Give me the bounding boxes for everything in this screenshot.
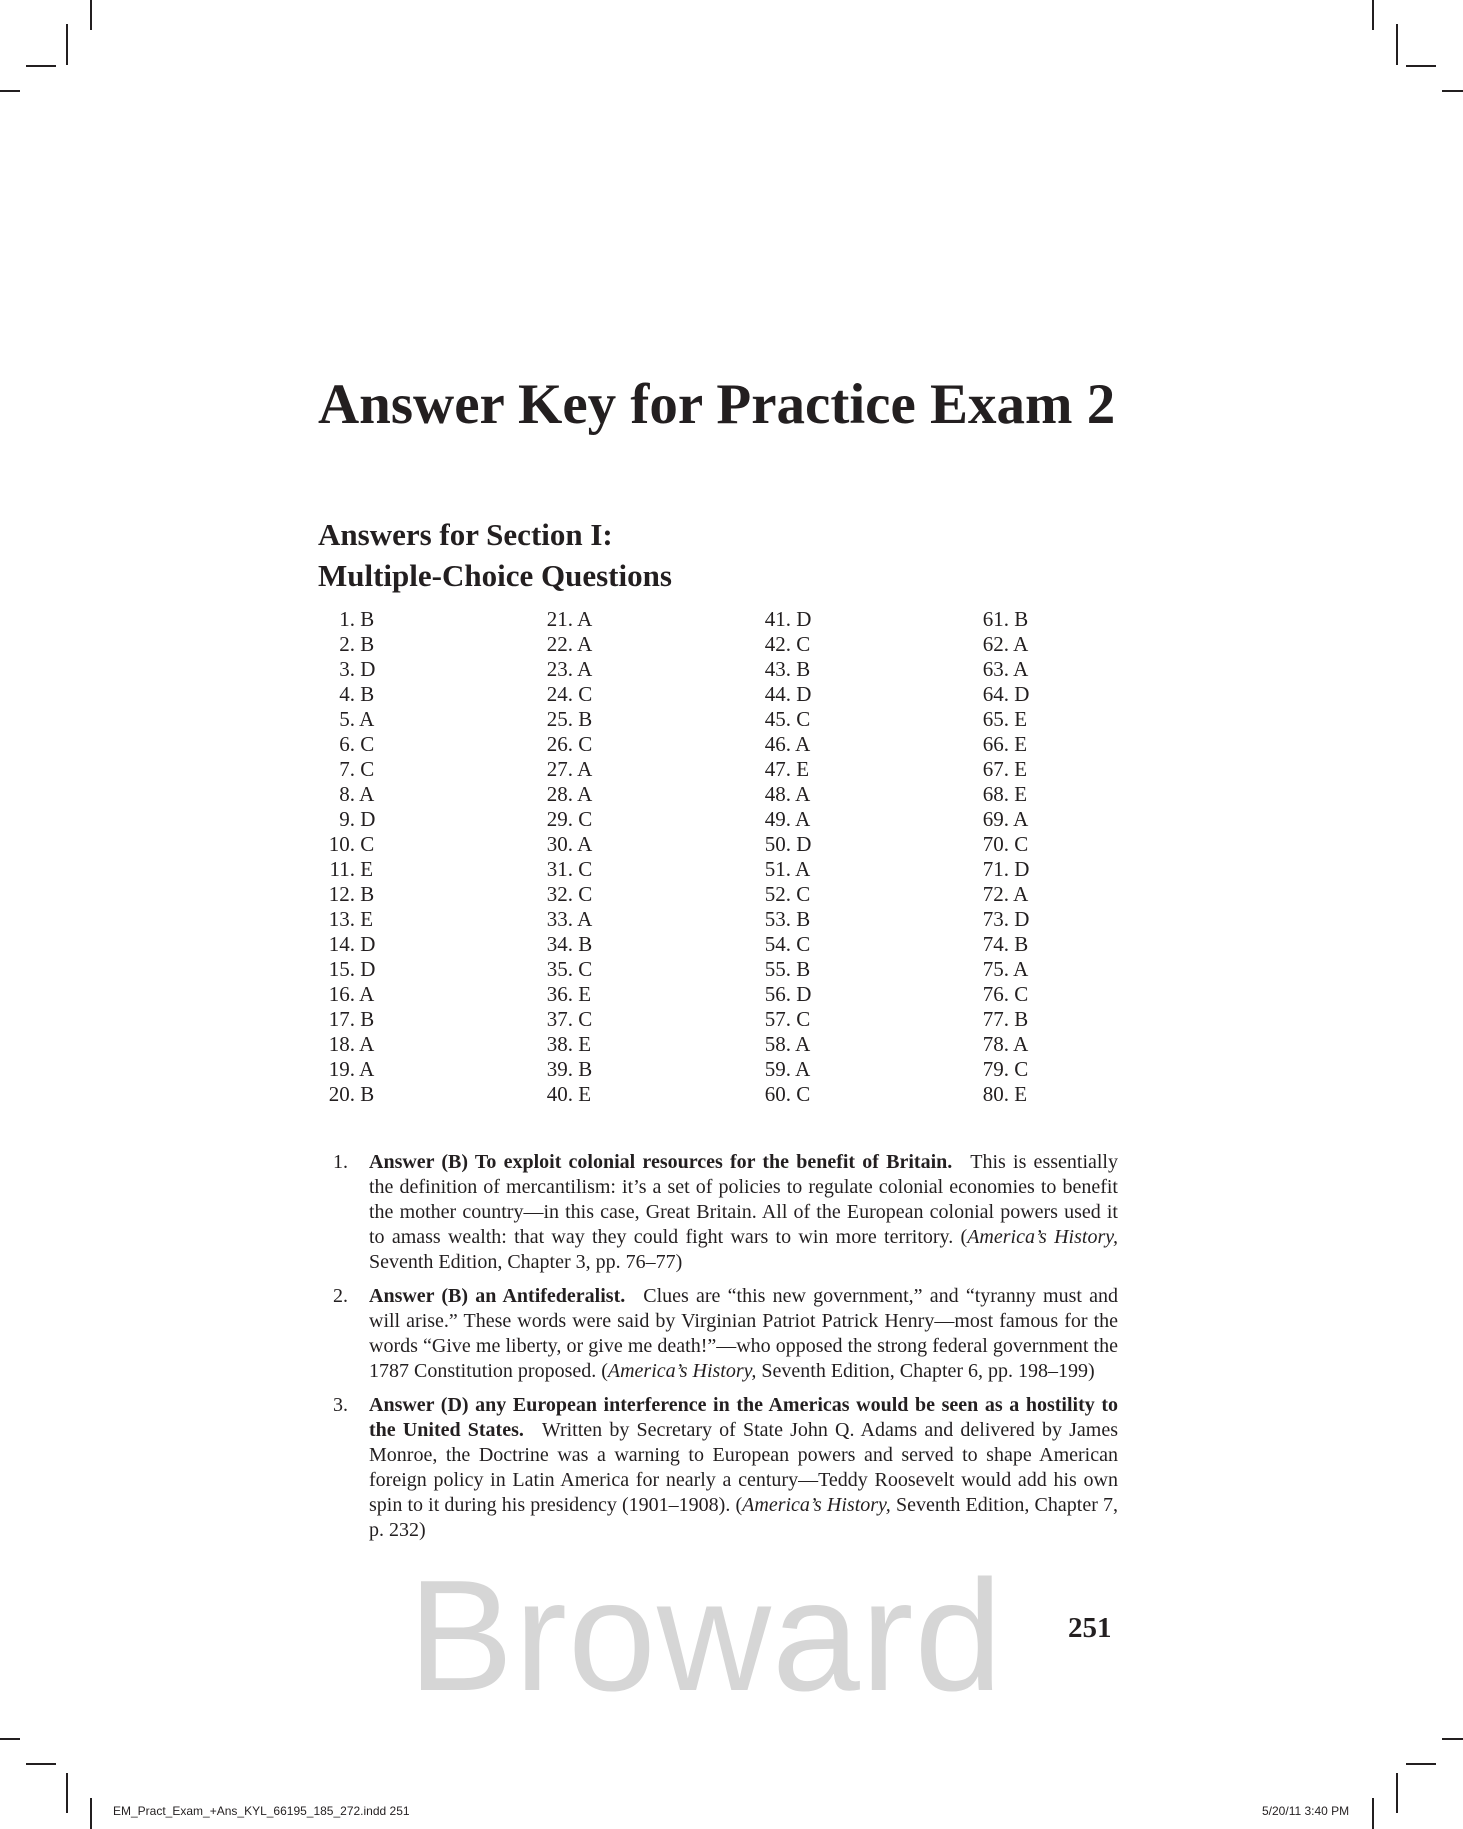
answer-item: [972, 957, 1029, 982]
answer-item: [972, 882, 1029, 907]
crop-mark: [1372, 0, 1374, 30]
crop-mark: [1372, 1798, 1374, 1829]
answer-letter: E: [1014, 782, 1028, 806]
answer-column: [318, 607, 375, 1107]
answer-number: 13.: [328, 907, 355, 931]
answer-letter: B: [796, 907, 811, 931]
answer-letter: C: [578, 732, 593, 756]
answer-letter: A: [1013, 807, 1029, 831]
answer-item: [972, 807, 1029, 832]
answer-letter: B: [360, 1082, 375, 1106]
answer-number: 54.: [764, 932, 791, 956]
answer-item: [972, 782, 1029, 807]
answer-letter: D: [360, 957, 376, 981]
answer-number: 68.: [982, 782, 1009, 806]
answer-grid: [318, 607, 1128, 1107]
answer-item: [754, 1057, 811, 1082]
answer-item: [536, 1082, 592, 1107]
answer-number: 36.: [546, 982, 573, 1006]
crop-mark: [66, 1773, 68, 1813]
answer-number: 61.: [982, 607, 1009, 631]
answer-item: [536, 857, 592, 882]
answer-letter: D: [1014, 857, 1030, 881]
answer-number: 26.: [546, 732, 573, 756]
answer-number: 19.: [328, 1057, 355, 1081]
answer-item: [318, 1007, 375, 1032]
answer-item: [754, 932, 811, 957]
answer-item: [972, 907, 1029, 932]
answer-item: [754, 857, 811, 882]
explanation-answer: Answer (D) any European interference in the Americas would be seen as a hostility to the United States.: [369, 1394, 1118, 1441]
answer-letter: C: [578, 857, 593, 881]
answer-item: [536, 782, 592, 807]
answer-number: 71.: [982, 857, 1009, 881]
crop-mark: [1406, 1763, 1436, 1765]
answer-letter: B: [360, 632, 375, 656]
answer-letter: C: [796, 707, 811, 731]
answer-letter: C: [796, 632, 811, 656]
answer-item: [754, 1032, 811, 1057]
answer-letter: A: [795, 1057, 811, 1081]
answer-number: 57.: [764, 1007, 791, 1031]
explanation-citation-title: America’s History,: [607, 1360, 757, 1382]
answer-letter: A: [1013, 882, 1029, 906]
answer-item: [536, 732, 592, 757]
answer-number: 1.: [339, 607, 355, 631]
watermark: Broward: [408, 1548, 1004, 1724]
answer-number: 42.: [764, 632, 791, 656]
answer-letter: A: [577, 832, 593, 856]
answer-item: [972, 632, 1029, 657]
answer-number: 56.: [764, 982, 791, 1006]
answer-column: [754, 607, 811, 1107]
answer-number: 64.: [982, 682, 1009, 706]
answer-number: 32.: [546, 882, 573, 906]
answer-item: [754, 707, 811, 732]
answer-letter: C: [1014, 832, 1029, 856]
answer-letter: A: [1013, 957, 1029, 981]
answer-number: 6.: [339, 732, 355, 756]
answer-item: [318, 957, 375, 982]
answer-number: 3.: [339, 657, 355, 681]
answer-letter: A: [359, 782, 375, 806]
explanation-citation-title: America’s History,: [967, 1226, 1118, 1248]
answer-letter: E: [1014, 732, 1028, 756]
answer-letter: B: [578, 1057, 593, 1081]
answer-letter: B: [360, 607, 375, 631]
answer-item: [318, 632, 375, 657]
answer-letter: C: [578, 957, 593, 981]
answer-letter: C: [1014, 1057, 1029, 1081]
answer-number: 51.: [764, 857, 791, 881]
answer-item: [536, 932, 592, 957]
answer-number: 40.: [546, 1082, 573, 1106]
answer-number: 47.: [764, 757, 791, 781]
answer-item: [318, 932, 375, 957]
answer-item: [754, 832, 811, 857]
answer-letter: D: [360, 807, 376, 831]
answer-number: 39.: [546, 1057, 573, 1081]
crop-mark: [90, 1798, 92, 1829]
answer-letter: D: [796, 607, 812, 631]
crop-mark: [26, 65, 56, 67]
answer-item: [536, 1007, 592, 1032]
explanation-answer: Answer (B) To exploit colonial resources for the benefit of Britain.: [369, 1151, 953, 1173]
answer-number: 35.: [546, 957, 573, 981]
answer-number: 43.: [764, 657, 791, 681]
crop-mark: [66, 24, 68, 65]
crop-mark: [1442, 90, 1463, 92]
explanation-citation: Seventh Edition, Chapter 6, pp. 198–199): [756, 1360, 1095, 1382]
answer-item: [972, 1057, 1029, 1082]
answer-letter: E: [578, 982, 592, 1006]
answer-item: [754, 632, 811, 657]
answer-item: [754, 907, 811, 932]
answer-item: [754, 607, 811, 632]
answer-number: 70.: [982, 832, 1009, 856]
explanation-body: Written by Secretary of State John Q. Adams and delivered by James Monroe, the Doctrine was a warning to European powers and served to shape American foreign policy in Latin America for nearly a century—Teddy Roosevelt would add his own spin to it during his presidency (1901–1908). (: [369, 1419, 1119, 1516]
answer-letter: C: [796, 882, 811, 906]
answer-item: [972, 857, 1029, 882]
answer-item: [972, 682, 1029, 707]
explanation-number: 3.: [333, 1394, 348, 1416]
answer-letter: B: [360, 1007, 375, 1031]
answer-item: [536, 682, 592, 707]
answer-letter: A: [1013, 1032, 1029, 1056]
answer-letter: B: [1014, 607, 1029, 631]
section-heading-line-1: Answers for Section I:: [318, 517, 613, 552]
answer-letter: C: [360, 732, 375, 756]
answer-number: 20.: [328, 1082, 355, 1106]
answer-number: 45.: [764, 707, 791, 731]
answer-number: 73.: [982, 907, 1009, 931]
answer-letter: C: [578, 807, 593, 831]
answer-letter: C: [578, 1007, 593, 1031]
answer-letter: A: [577, 907, 593, 931]
answer-item: [318, 1082, 375, 1107]
answer-letter: A: [359, 707, 375, 731]
answer-letter: B: [1014, 1007, 1029, 1031]
answer-number: 15.: [328, 957, 355, 981]
answer-item: [754, 882, 811, 907]
answer-number: 25.: [546, 707, 573, 731]
answer-item: [536, 807, 592, 832]
page-number: 251: [1068, 1612, 1112, 1644]
answer-item: [536, 882, 592, 907]
answer-number: 52.: [764, 882, 791, 906]
answer-letter: B: [1014, 932, 1029, 956]
answer-item: [536, 657, 592, 682]
answer-letter: A: [577, 657, 593, 681]
answer-item: [318, 732, 375, 757]
explanations-list: [318, 1150, 1118, 1552]
explanation-item: [318, 1393, 1118, 1543]
answer-number: 75.: [982, 957, 1009, 981]
answer-number: 14.: [328, 932, 355, 956]
answer-number: 33.: [546, 907, 573, 931]
answer-item: [972, 732, 1029, 757]
answer-number: 5.: [339, 707, 355, 731]
answer-item: [318, 1032, 375, 1057]
answer-number: 74.: [982, 932, 1009, 956]
answer-item: [318, 982, 375, 1007]
answer-number: 34.: [546, 932, 573, 956]
answer-number: 2.: [339, 632, 355, 656]
answer-number: 72.: [982, 882, 1009, 906]
answer-item: [754, 1007, 811, 1032]
answer-letter: A: [795, 807, 811, 831]
explanation-body: This is essentially the definition of mercantilism: it’s a set of policies to regulate colonial economies to benefit the mother country—in this case, Great Britain. All of the European colonial powers used it to amass wealth: that way they could fight wars to win more territory. (: [369, 1151, 1118, 1248]
crop-mark: [1396, 24, 1398, 65]
answer-item: [754, 807, 811, 832]
answer-number: 38.: [546, 1032, 573, 1056]
answer-letter: B: [796, 657, 811, 681]
explanation-body: Clues are “this new government,” and “tyranny must and will arise.” These words were said by Virginian Patriot Patrick Henry—most famous for the words “Give me liberty, or give me death!”—who opposed the strong federal government the 1787 Constitution proposed. (: [369, 1285, 1118, 1382]
answer-number: 24.: [546, 682, 573, 706]
answer-letter: B: [578, 932, 593, 956]
answer-number: 41.: [764, 607, 791, 631]
crop-mark: [1406, 65, 1436, 67]
answer-letter: D: [1014, 907, 1030, 931]
page-title: Answer Key for Practice Exam 2: [318, 373, 1116, 436]
answer-letter: E: [360, 907, 374, 931]
answer-letter: C: [796, 1082, 811, 1106]
answer-number: 67.: [982, 757, 1009, 781]
answer-letter: E: [578, 1032, 592, 1056]
answer-number: 18.: [328, 1032, 355, 1056]
answer-number: 80.: [982, 1082, 1009, 1106]
answer-item: [754, 757, 811, 782]
answer-item: [972, 932, 1029, 957]
answer-letter: A: [577, 607, 593, 631]
answer-number: 37.: [546, 1007, 573, 1031]
answer-number: 49.: [764, 807, 791, 831]
answer-letter: C: [796, 932, 811, 956]
answer-item: [754, 982, 811, 1007]
answer-number: 4.: [339, 682, 355, 706]
answer-item: [754, 732, 811, 757]
answer-letter: B: [578, 707, 593, 731]
answer-item: [536, 707, 592, 732]
answer-letter: E: [360, 857, 374, 881]
explanation-citation-title: America’s History,: [742, 1494, 891, 1516]
section-heading: [318, 514, 672, 596]
answer-item: [972, 607, 1029, 632]
answer-number: 16.: [328, 982, 355, 1006]
crop-mark: [90, 0, 92, 30]
answer-number: 66.: [982, 732, 1009, 756]
answer-item: [972, 1032, 1029, 1057]
answer-item: [536, 607, 592, 632]
answer-letter: A: [795, 732, 811, 756]
answer-letter: B: [360, 682, 375, 706]
answer-item: [318, 1057, 375, 1082]
answer-number: 30.: [546, 832, 573, 856]
answer-number: 59.: [764, 1057, 791, 1081]
answer-letter: D: [360, 657, 376, 681]
answer-number: 44.: [764, 682, 791, 706]
answer-letter: E: [796, 757, 810, 781]
answer-number: 10.: [328, 832, 355, 856]
answer-number: 69.: [982, 807, 1009, 831]
explanation-citation: Seventh Edition, Chapter 7, p. 232): [369, 1494, 1118, 1541]
answer-number: 29.: [546, 807, 573, 831]
explanation-item: [318, 1284, 1118, 1384]
answer-item: [318, 682, 375, 707]
slug-file-name: EM_Pract_Exam_+Ans_KYL_66195_185_272.indd 251: [113, 1804, 410, 1818]
answer-number: 31.: [546, 857, 573, 881]
answer-item: [536, 907, 592, 932]
answer-item: [318, 657, 375, 682]
answer-number: 9.: [339, 807, 355, 831]
answer-item: [318, 757, 375, 782]
answer-item: [754, 1082, 811, 1107]
explanation-answer: Answer (B) an Antifederalist.: [369, 1285, 626, 1307]
answer-number: 7.: [339, 757, 355, 781]
answer-item: [536, 957, 592, 982]
answer-item: [972, 1082, 1029, 1107]
answer-item: [972, 657, 1029, 682]
answer-item: [536, 832, 592, 857]
crop-mark: [0, 90, 20, 92]
answer-letter: C: [578, 682, 593, 706]
answer-item: [318, 782, 375, 807]
answer-letter: A: [1013, 657, 1029, 681]
answer-number: 58.: [764, 1032, 791, 1056]
answer-number: 22.: [546, 632, 573, 656]
answer-number: 78.: [982, 1032, 1009, 1056]
answer-item: [536, 982, 592, 1007]
answer-number: 28.: [546, 782, 573, 806]
answer-number: 76.: [982, 982, 1009, 1006]
explanation-citation: Seventh Edition, Chapter 3, pp. 76–77): [369, 1251, 683, 1273]
crop-mark: [0, 1738, 20, 1740]
answer-number: 17.: [328, 1007, 355, 1031]
answer-number: 27.: [546, 757, 573, 781]
answer-letter: D: [796, 982, 812, 1006]
answer-item: [318, 707, 375, 732]
answer-item: [972, 982, 1029, 1007]
answer-letter: C: [1014, 982, 1029, 1006]
explanation-number: 2.: [333, 1285, 348, 1307]
answer-item: [972, 832, 1029, 857]
slug-date-time: 5/20/11 3:40 PM: [1262, 1804, 1350, 1818]
answer-letter: E: [1014, 1082, 1028, 1106]
answer-column: [972, 607, 1029, 1107]
answer-item: [536, 632, 592, 657]
answer-number: 62.: [982, 632, 1009, 656]
answer-letter: A: [359, 982, 375, 1006]
crop-mark: [1396, 1773, 1398, 1813]
answer-letter: D: [796, 832, 812, 856]
answer-letter: C: [578, 882, 593, 906]
answer-number: 23.: [546, 657, 573, 681]
answer-letter: A: [577, 782, 593, 806]
answer-item: [318, 907, 375, 932]
answer-number: 50.: [764, 832, 791, 856]
answer-letter: E: [578, 1082, 592, 1106]
answer-letter: C: [360, 832, 375, 856]
answer-column: [536, 607, 592, 1107]
crop-mark: [1442, 1738, 1463, 1740]
answer-number: 60.: [764, 1082, 791, 1106]
answer-item: [754, 682, 811, 707]
answer-number: 48.: [764, 782, 791, 806]
answer-item: [972, 1007, 1029, 1032]
answer-letter: B: [360, 882, 375, 906]
answer-item: [754, 657, 811, 682]
answer-number: 11.: [329, 857, 355, 881]
answer-item: [754, 957, 811, 982]
answer-item: [318, 832, 375, 857]
answer-letter: A: [359, 1057, 375, 1081]
answer-number: 65.: [982, 707, 1009, 731]
answer-letter: A: [577, 632, 593, 656]
answer-letter: B: [796, 957, 811, 981]
answer-letter: C: [796, 1007, 811, 1031]
explanation-item: [318, 1150, 1118, 1275]
answer-letter: A: [795, 782, 811, 806]
answer-letter: D: [1014, 682, 1030, 706]
answer-letter: E: [1014, 707, 1028, 731]
answer-number: 53.: [764, 907, 791, 931]
crop-mark: [26, 1763, 56, 1765]
answer-letter: D: [796, 682, 812, 706]
answer-item: [318, 807, 375, 832]
answer-number: 46.: [764, 732, 791, 756]
explanation-number: 1.: [333, 1151, 348, 1173]
answer-item: [536, 1057, 592, 1082]
answer-item: [972, 707, 1029, 732]
answer-letter: A: [795, 857, 811, 881]
answer-letter: A: [1013, 632, 1029, 656]
answer-item: [972, 757, 1029, 782]
answer-letter: C: [360, 757, 375, 781]
answer-number: 55.: [764, 957, 791, 981]
answer-item: [318, 857, 375, 882]
answer-number: 21.: [546, 607, 573, 631]
answer-letter: A: [577, 757, 593, 781]
answer-item: [536, 1032, 592, 1057]
answer-number: 12.: [328, 882, 355, 906]
answer-item: [536, 757, 592, 782]
answer-item: [318, 607, 375, 632]
answer-number: 8.: [339, 782, 355, 806]
answer-letter: A: [359, 1032, 375, 1056]
section-heading-line-2: Multiple-Choice Questions: [318, 558, 672, 593]
answer-number: 77.: [982, 1007, 1009, 1031]
answer-letter: A: [795, 1032, 811, 1056]
answer-number: 79.: [982, 1057, 1009, 1081]
answer-item: [754, 782, 811, 807]
answer-item: [318, 882, 375, 907]
answer-number: 63.: [982, 657, 1009, 681]
answer-letter: D: [360, 932, 376, 956]
answer-letter: E: [1014, 757, 1028, 781]
